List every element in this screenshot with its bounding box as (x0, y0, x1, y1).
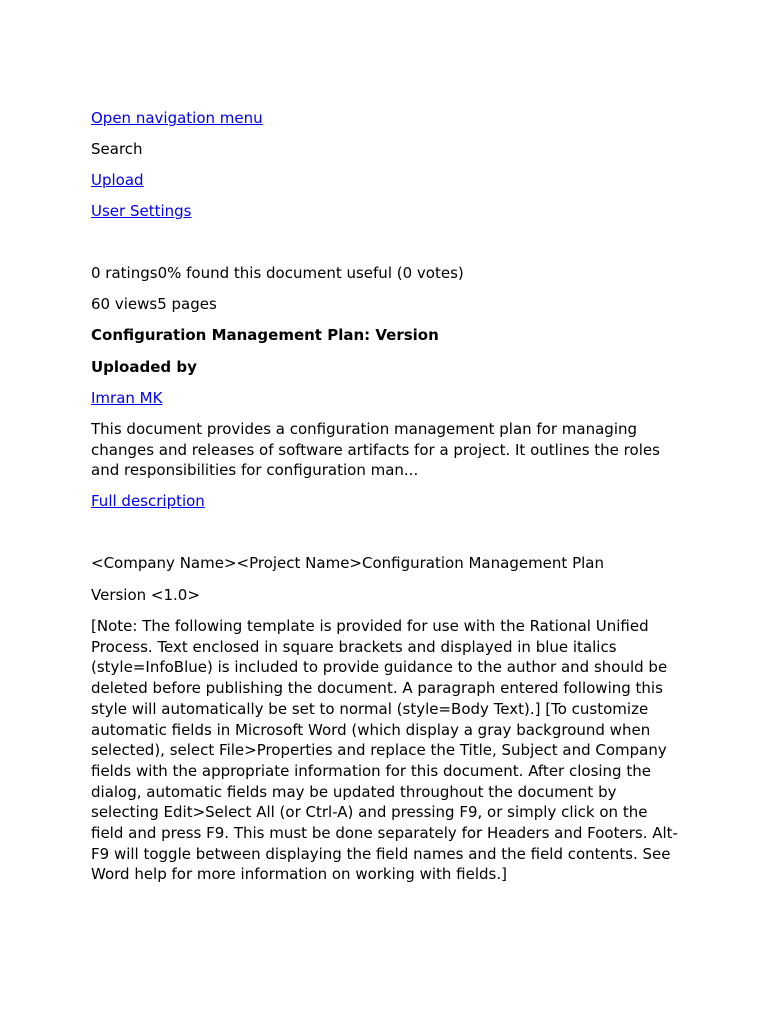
open-navigation-menu-link[interactable]: Open navigation menu (91, 109, 263, 127)
nav-user-settings (91, 201, 681, 222)
ratings-count: 0 ratings (91, 264, 158, 282)
nav-open-menu (91, 108, 681, 129)
pages-count: 5 pages (157, 295, 217, 313)
upload-link[interactable]: Upload (91, 171, 144, 189)
uploader-line (91, 388, 681, 409)
uploader-link[interactable]: Imran MK (91, 389, 163, 407)
full-description-line (91, 491, 681, 512)
nav-upload (91, 170, 681, 191)
views-count: 60 views (91, 295, 158, 313)
stats-line (91, 294, 681, 315)
ratings-line (91, 263, 681, 284)
body-version: Version <1.0> (91, 586, 200, 604)
useful-percentage: 0% found this document useful (0 votes) (157, 264, 464, 282)
search-label[interactable]: Search (91, 140, 143, 158)
document-title: Configuration Management Plan: Version (91, 326, 439, 344)
document-summary: This document provides a configuration management plan for managing changes and releases of software artifacts for a project. It outlines the roles and responsibilities for configuration man... (91, 420, 660, 480)
user-settings-link[interactable]: User Settings (91, 202, 192, 220)
uploaded-by-label: Uploaded by (91, 358, 197, 376)
body-note: [Note: The following template is provided for use with the Rational Unified Process. Text enclosed in square brackets and displayed in blue italics (style=InfoBlue) is included to provide guidance to the author and should be deleted before publishing the document. A paragraph entered following this style will automatically be set to normal (style=Body Text).] [To customize automatic fields in Microsoft Word (which display a gray background when selected), select File>Properties and replace the Title, Subject and Company fields with the appropriate information for this document. After closing the dialog, automatic fields may be updated throughout the document by selecting Edit>Select All (or Ctrl-A) and pressing F9, or simply click on the field and press F9. This must be done separately for Headers and Footers. Alt-F9 will toggle between displaying the field names and the field contents. See Word help for more information on working with fields.] (91, 617, 678, 884)
full-description-link[interactable]: Full description (91, 492, 205, 510)
body-heading: <Company Name><Project Name>Configuration Management Plan (91, 554, 604, 572)
